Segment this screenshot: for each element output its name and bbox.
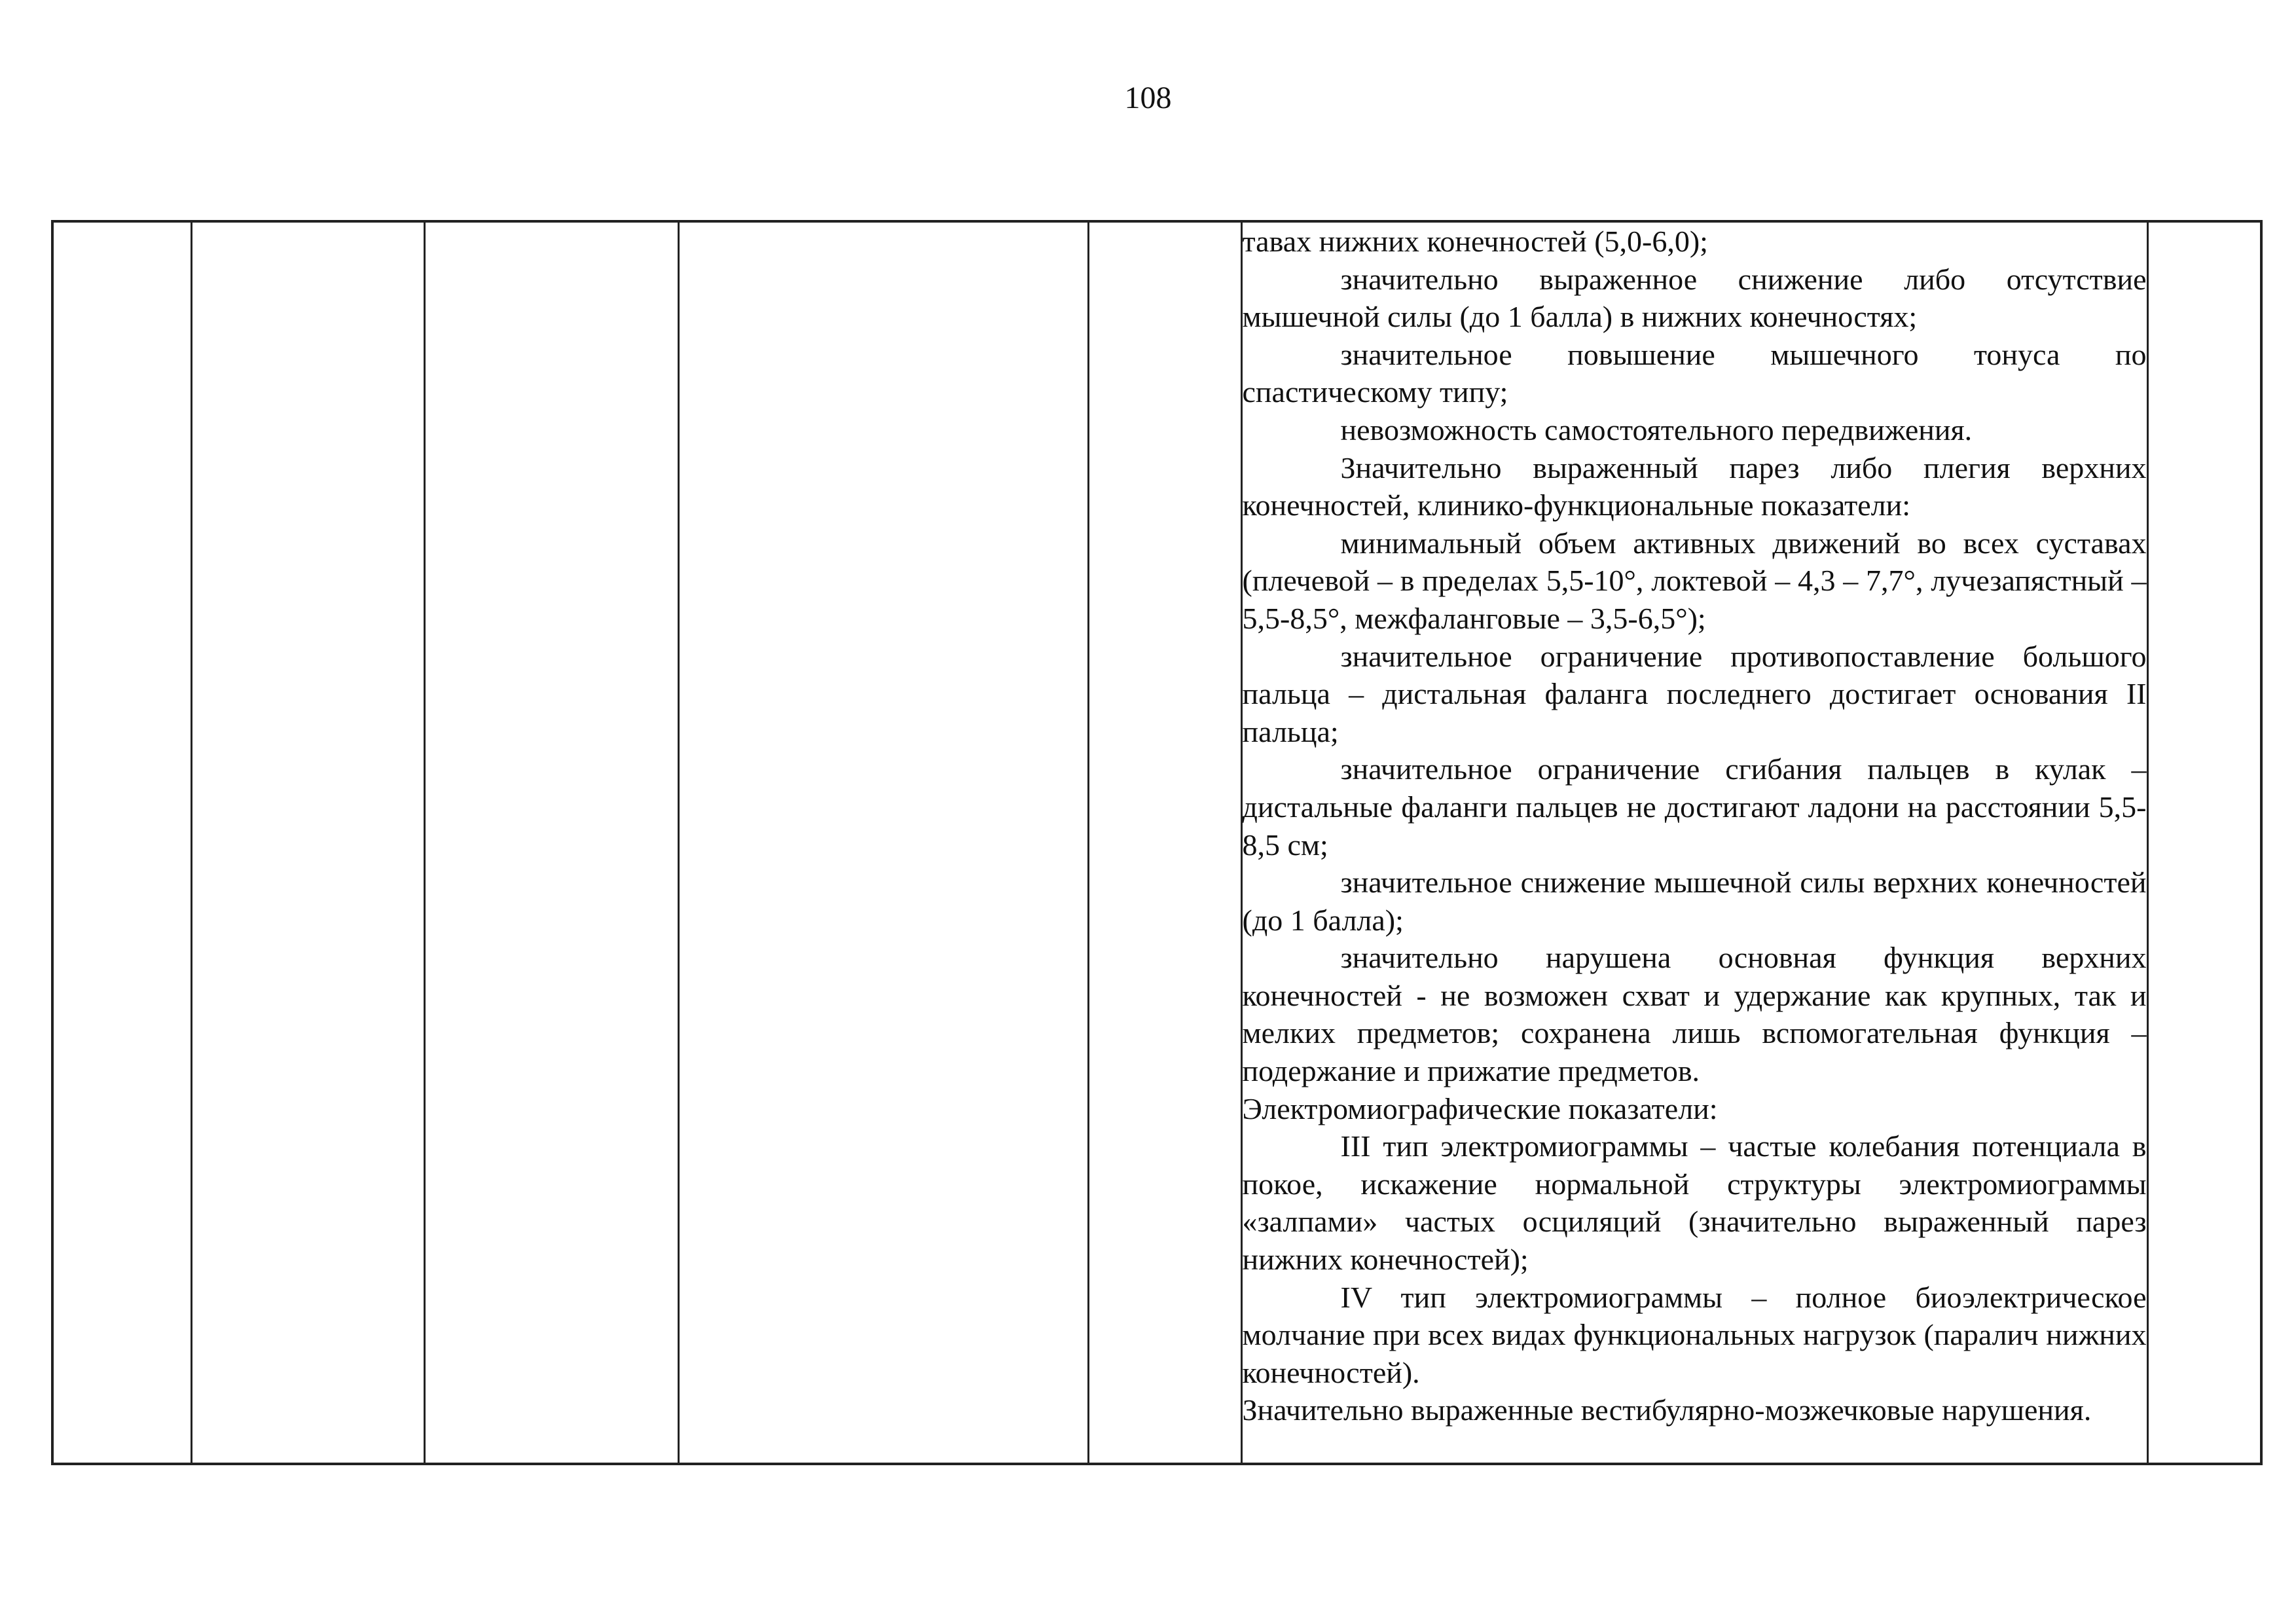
- page-number: 108: [1124, 81, 1172, 115]
- table-cell-empty-3: [424, 221, 678, 1464]
- table-cell-empty-2: [191, 221, 424, 1464]
- table-cell-empty-7: [2147, 221, 2261, 1464]
- table-cell-empty-1: [52, 221, 191, 1464]
- paragraph: невозможность самостоятельного передвижения.: [1340, 412, 1973, 447]
- paragraph: значительное ограничение противопоставление большого пальца – дистальная фаланга последнего достигает основания II пальца;: [1242, 639, 2147, 748]
- table-cell-empty-5: [1088, 221, 1241, 1464]
- paragraph: минимальный объем активных движений во всех суставах (плечевой – в пределах 5,5-10°, локтевой – 4,3 – 7,7°, лучезапястный – 5,5-8,5°, межфаланговые – 3,5-6,5°);: [1242, 526, 2147, 635]
- paragraph: значительное повышение мышечного тонуса по спастическому типу;: [1242, 337, 2147, 409]
- paragraph: значительно нарушена основная функция верхних конечностей - не возможен схват и удержание как крупных, так и мелких предметов; сохранена лишь вспомогательная функция – подержание и прижатие предметов.: [1242, 941, 2147, 1088]
- table-cell-empty-4: [678, 221, 1088, 1464]
- paragraph: значительное ограничение сгибания пальцев в кулак – дистальные фаланги пальцев не достигают ладони на расстоянии 5,5-8,5 см;: [1242, 752, 2147, 862]
- criteria-text-cell: [1241, 221, 2147, 1464]
- paragraph: Электромиографические показатели:: [1242, 1091, 1718, 1125]
- paragraph: значительно выраженное снижение либо отсутствие мышечной силы (до 1 балла) в нижних конечностях;: [1242, 262, 2147, 334]
- criteria-table: [51, 220, 2263, 1465]
- paragraph: Значительно выраженные вестибулярно-мозжечковые нарушения.: [1242, 1393, 2092, 1427]
- paragraph: IV тип электромиограммы – полное биоэлектрическое молчание при всех видах функциональных нагрузок (паралич нижних конечностей).: [1242, 1280, 2147, 1389]
- table-row: [52, 221, 2261, 1464]
- paragraph: значительное снижение мышечной силы верхних конечностей (до 1 балла);: [1242, 866, 2147, 937]
- paragraph: тавах нижних конечностей (5,0-6,0);: [1242, 225, 1708, 258]
- paragraph: III тип электромиограммы – частые колебания потенциала в покое, искажение нормальной структуры электромиограммы «залпами» частых осциляций (значительно выраженный парез нижних конечностей);: [1242, 1129, 2147, 1277]
- paragraph: Значительно выраженный парез либо плегия верхних конечностей, клинико-функциональные показатели:: [1242, 450, 2147, 522]
